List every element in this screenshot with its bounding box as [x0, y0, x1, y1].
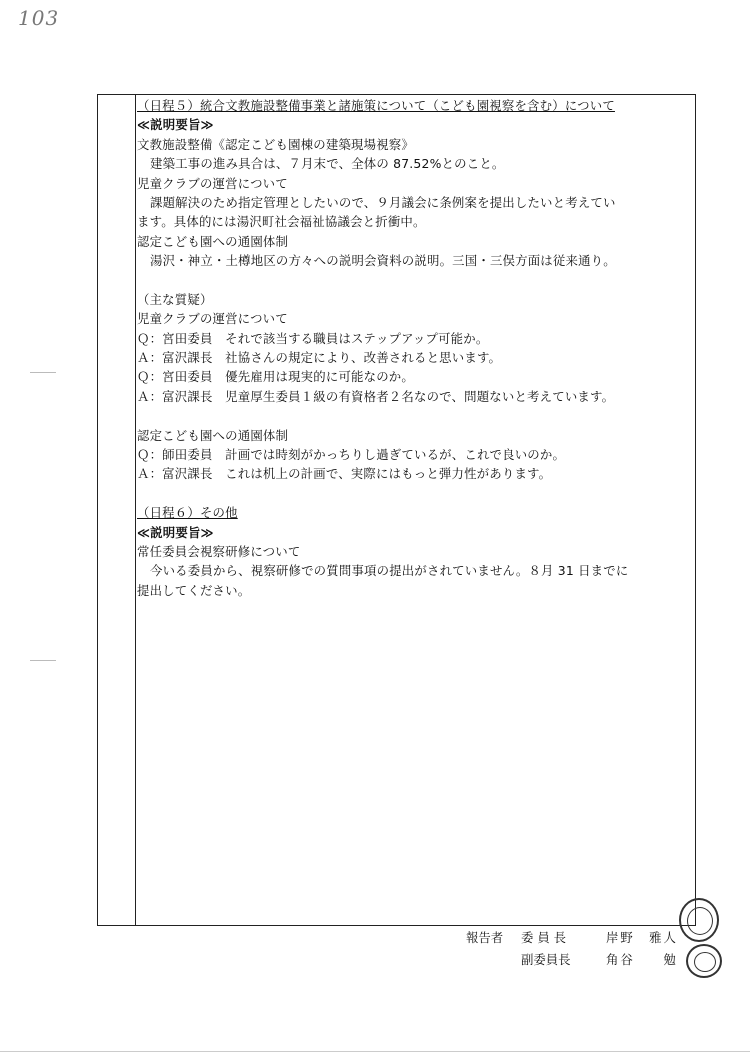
text-line: Ａ：富沢課長 これは机上の計画で、実際にはもっと弾力性があります。: [137, 466, 552, 482]
vice-role: 副委員長: [521, 952, 571, 967]
text-line: （主な質疑）: [137, 291, 213, 307]
blank-line: [137, 484, 689, 503]
text-line: 課題解決のため指定管理としたいので、９月議会に条例案を提出したいと考えてい: [150, 194, 616, 210]
blank-line: [137, 271, 689, 290]
document-body: [137, 96, 689, 600]
text-line: Ａ：富沢課長 児童厚生委員１級の有資格者２名なので、問題ないと考えています。: [137, 388, 615, 404]
chair-role: 委 員 長: [521, 930, 567, 945]
scan-mark: [30, 372, 56, 373]
text-line: Ｑ：宮田委員 優先雇用は現実的に可能なのか。: [137, 369, 414, 385]
text-line: 児童クラブの運営について: [137, 175, 288, 191]
text-line: 認定こども園への通園体制: [137, 233, 289, 249]
text-line: ます。具体的には湯沢町社会福祉協議会と折衝中。: [137, 214, 426, 230]
text-line: 今いる委員から、視察研修での質問事項の提出がされていません。８月 31 日までに: [150, 563, 629, 579]
section-heading: （日程５）統合文教施設整備事業と諸施策について（こども園視察を含む）について: [137, 98, 615, 113]
vice-seal-stamp: [686, 944, 722, 978]
frame-margin-divider: [135, 94, 136, 926]
reporter-block: [466, 927, 686, 971]
scan-edge-line: [0, 1051, 750, 1052]
blank-line: [137, 406, 689, 425]
text-line: 児童クラブの運営について: [137, 311, 288, 327]
page-number: 103: [18, 6, 60, 30]
vice-name: 角谷 勉: [606, 952, 678, 967]
text-line: 湯沢・神立・土樽地区の方々への説明会資料の説明。三国・三俣方面は従来通り。: [150, 253, 616, 269]
seal-inner-ring: [687, 907, 713, 935]
text-line: 建築工事の進み具合は、７月末で、全体の 87.52%とのこと。: [150, 156, 505, 172]
chair-name: 岸野 雅人: [606, 930, 678, 945]
reporter-chair-row: [466, 927, 686, 949]
subsection-label: ≪説明要旨≫: [137, 524, 214, 540]
reporter-label: 報告者: [466, 930, 504, 945]
chair-seal-stamp: [679, 898, 719, 942]
text-line: Ａ：富沢課長 社協さんの規定により、改善されると思います。: [137, 350, 502, 366]
scan-mark: [30, 660, 56, 661]
text-line: Ｑ：師田委員 計画では時刻がかっちりし過ぎているが、これで良いのか。: [137, 447, 566, 463]
text-line: Ｑ：宮田委員 それで該当する職員はステップアップ可能か。: [137, 330, 489, 346]
text-line: 常任委員会視察研修について: [137, 543, 301, 559]
text-line: 提出してください。: [137, 582, 251, 598]
seal-inner-ring: [694, 952, 716, 972]
subsection-label: ≪説明要旨≫: [137, 117, 214, 133]
text-line: 認定こども園への通園体制: [137, 427, 289, 443]
reporter-vice-row: [466, 949, 686, 971]
section-heading: （日程６）その他: [137, 505, 238, 521]
text-line: 文教施設整備《認定こども園棟の建築現場視察》: [137, 136, 414, 152]
